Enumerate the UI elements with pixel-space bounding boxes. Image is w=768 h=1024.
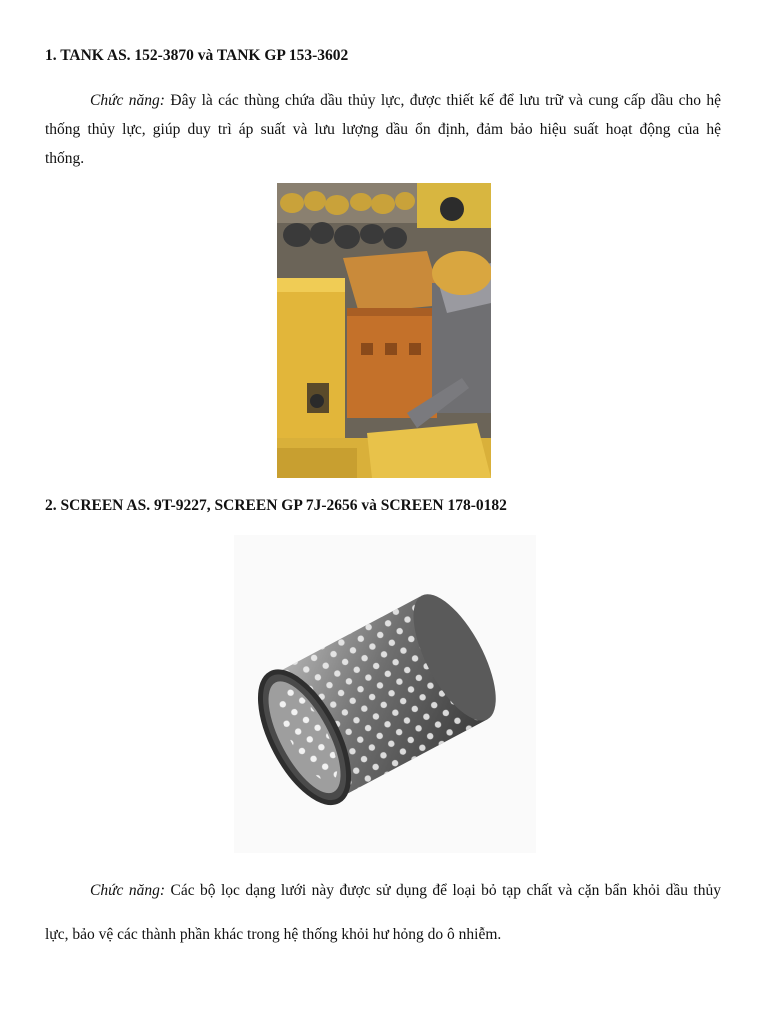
paragraph-line: thống. [45, 150, 85, 167]
tank-illustration [277, 183, 491, 478]
paragraph-text: Đây là các thùng chứa dầu thủy lực, được thiết kế để lưu trữ và cung cấp dầu cho hệ [164, 92, 721, 109]
section-1-paragraph [45, 86, 721, 173]
hydraulic-tank-photo [277, 183, 491, 478]
paragraph-line [45, 86, 721, 115]
section-1-heading: 1. TANK AS. 152-3870 và TANK GP 153-3602 [45, 47, 349, 64]
paragraph-line: thống thủy lực, giúp duy trì áp suất và lưu lượng dầu ổn định, đảm bảo hiệu suất hoạt động của hệ [45, 121, 721, 138]
section-2-heading: 2. SCREEN AS. 9T-9227, SCREEN GP 7J-2656 và SCREEN 178-0182 [45, 497, 507, 514]
screen-filter-photo [234, 535, 536, 853]
paragraph-text: Các bộ lọc dạng lưới này được sử dụng để loại bỏ tạp chất và cặn bẩn khỏi dầu thủy [165, 882, 721, 899]
paragraph-line: lực, bảo vệ các thành phần khác trong hệ thống khỏi hư hỏng do ô nhiễm. [45, 926, 502, 943]
paragraph-line [45, 869, 721, 913]
section-2-paragraph [45, 869, 721, 957]
screen-filter-illustration [234, 535, 536, 853]
function-label: Chức năng: [90, 882, 166, 899]
function-label: Chức năng: [90, 92, 165, 109]
